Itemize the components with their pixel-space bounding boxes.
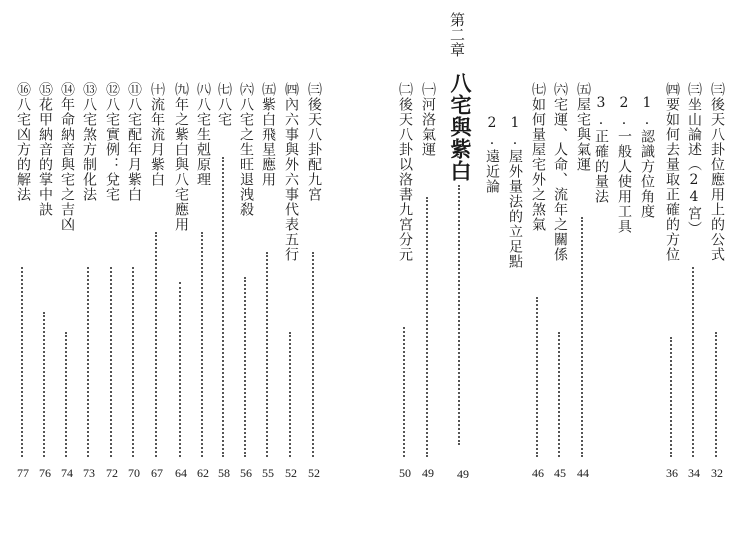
toc-entry-page: 58: [218, 466, 230, 480]
toc-entry: [79, 82, 99, 502]
toc-entry: [57, 82, 77, 502]
toc-entry: [124, 82, 144, 502]
leader-dots: [244, 277, 246, 457]
toc-entry: [550, 82, 570, 502]
toc-entry: [281, 82, 301, 502]
toc-entry-page: 62: [197, 466, 209, 480]
toc-entry: [707, 82, 727, 502]
toc-entry-title: ㈣要如何去量取正確的方位: [664, 82, 680, 262]
toc-entry-page: 67: [151, 466, 163, 480]
toc-entry-title: 3.正確的量法: [593, 95, 609, 204]
leader-dots: [65, 332, 67, 457]
leader-dots: [426, 197, 428, 457]
toc-entry-title: 2.遠近論: [484, 115, 500, 194]
toc-entry-title: 1.認識方位角度: [639, 95, 655, 219]
toc-entry: [637, 95, 657, 515]
leader-dots: [201, 232, 203, 457]
toc-entry-page: 76: [39, 466, 51, 480]
toc-entry-title: ㈢後天八卦位應用上的公式: [709, 82, 725, 262]
leader-dots: [43, 312, 45, 457]
leader-dots: [21, 267, 23, 457]
toc-entry: [684, 82, 704, 502]
leader-dots: [87, 267, 89, 457]
toc-entry-title: ㈢後天八卦配九宮: [306, 82, 322, 202]
toc-entry-title: ㈦八宅: [216, 82, 232, 127]
toc-entry-title: ⑪八宅配年月紫白: [126, 82, 142, 202]
toc-entry-page: 52: [285, 466, 297, 480]
toc-entry-title: ㈤紫白飛星應用: [260, 82, 276, 187]
toc-entry-title: ⑯八宅凶方的解法: [15, 82, 31, 202]
toc-entry-page: 34: [688, 466, 700, 480]
toc-entry-title: 1.屋外量法的立足點: [507, 115, 523, 269]
toc-entry-title: ㈩流年流月紫白: [149, 82, 165, 187]
chapter-page-number: 49: [457, 467, 469, 481]
toc-entry-page: 52: [308, 466, 320, 480]
toc-entry-page: 64: [175, 466, 187, 480]
toc-entry: [236, 82, 256, 502]
toc-entry: [214, 82, 234, 502]
leader-dots: [715, 332, 717, 457]
toc-entry-page: 49: [422, 466, 434, 480]
toc-entry: [505, 115, 525, 535]
toc-entry: [304, 82, 324, 502]
toc-entry: [171, 82, 191, 502]
leader-dots: [536, 297, 538, 457]
chapter-title: 八宅與紫白: [448, 72, 473, 182]
toc-entry-page: 46: [532, 466, 544, 480]
chapter-leader-dots: [458, 185, 460, 445]
toc-entry: [418, 82, 438, 502]
leader-dots: [581, 217, 583, 457]
toc-entry: [528, 82, 548, 502]
toc-entry-page: 70: [128, 466, 140, 480]
leader-dots: [312, 252, 314, 457]
toc-entry-title: ⑬八宅煞方制化法: [81, 82, 97, 202]
toc-entry: [147, 82, 167, 502]
toc-entry-title: ㈦如何量屋宅外之煞氣: [530, 82, 546, 232]
leader-dots: [670, 337, 672, 457]
toc-entry-title: ㈢坐山論述（24宮）: [686, 82, 702, 236]
toc-entry-page: 72: [106, 466, 118, 480]
leader-dots: [558, 332, 560, 457]
toc-entry-page: 77: [17, 466, 29, 480]
toc-entry-title: ㈥宅運、人命、流年之關係: [552, 82, 568, 262]
leader-dots: [289, 332, 291, 457]
toc-entry-page: 44: [577, 466, 589, 480]
toc-entry-page: 36: [666, 466, 678, 480]
toc-entry: [591, 95, 611, 515]
toc-entry: [35, 82, 55, 502]
toc-entry-title: ㈤屋宅與氣運: [575, 82, 591, 172]
toc-entry-title: ㈡後天八卦以洛書九宮分元: [397, 82, 413, 262]
toc-entry: [662, 82, 682, 502]
toc-entry: [13, 82, 33, 502]
toc-entry: [193, 82, 213, 502]
toc-entry: [614, 95, 634, 515]
leader-dots: [222, 157, 224, 457]
toc-entry-title: ㈨年之紫白與八宅應用: [173, 82, 189, 232]
leader-dots: [403, 327, 405, 457]
leader-dots: [132, 267, 134, 457]
leader-dots: [266, 252, 268, 457]
toc-entry-title: 2.一般人使用工具: [616, 95, 632, 234]
toc-entry: [395, 82, 415, 502]
chapter-label: 第二章: [448, 12, 466, 57]
toc-entry: [258, 82, 278, 502]
toc-entry: [482, 115, 502, 535]
toc-entry-title: ㈠河洛氣運: [420, 82, 436, 157]
leader-dots: [692, 267, 694, 457]
toc-entry: [102, 82, 122, 502]
leader-dots: [155, 232, 157, 457]
toc-entry-title: ㈥八宅之生旺退洩殺: [238, 82, 254, 217]
toc-entry-title: ⑮花甲納音的掌中訣: [37, 82, 53, 217]
toc-entry-title: ⑭年命納音與宅之吉凶: [59, 82, 75, 232]
toc-entry-page: 56: [240, 466, 252, 480]
leader-dots: [110, 267, 112, 457]
toc-entry-title: ⑫八宅實例：兌宅: [104, 82, 120, 202]
toc-entry-page: 50: [399, 466, 411, 480]
toc-entry-page: 55: [262, 466, 274, 480]
toc-entry-title: ㈣內六事與外六事代表五行: [283, 82, 299, 262]
toc-entry-page: 32: [711, 466, 723, 480]
toc-entry-page: 45: [554, 466, 566, 480]
toc-entry: [573, 82, 593, 502]
leader-dots: [179, 282, 181, 457]
toc-entry-page: 73: [83, 466, 95, 480]
toc-entry-page: 74: [61, 466, 73, 480]
toc-entry-title: ㈧八宅生剋原理: [195, 82, 211, 187]
